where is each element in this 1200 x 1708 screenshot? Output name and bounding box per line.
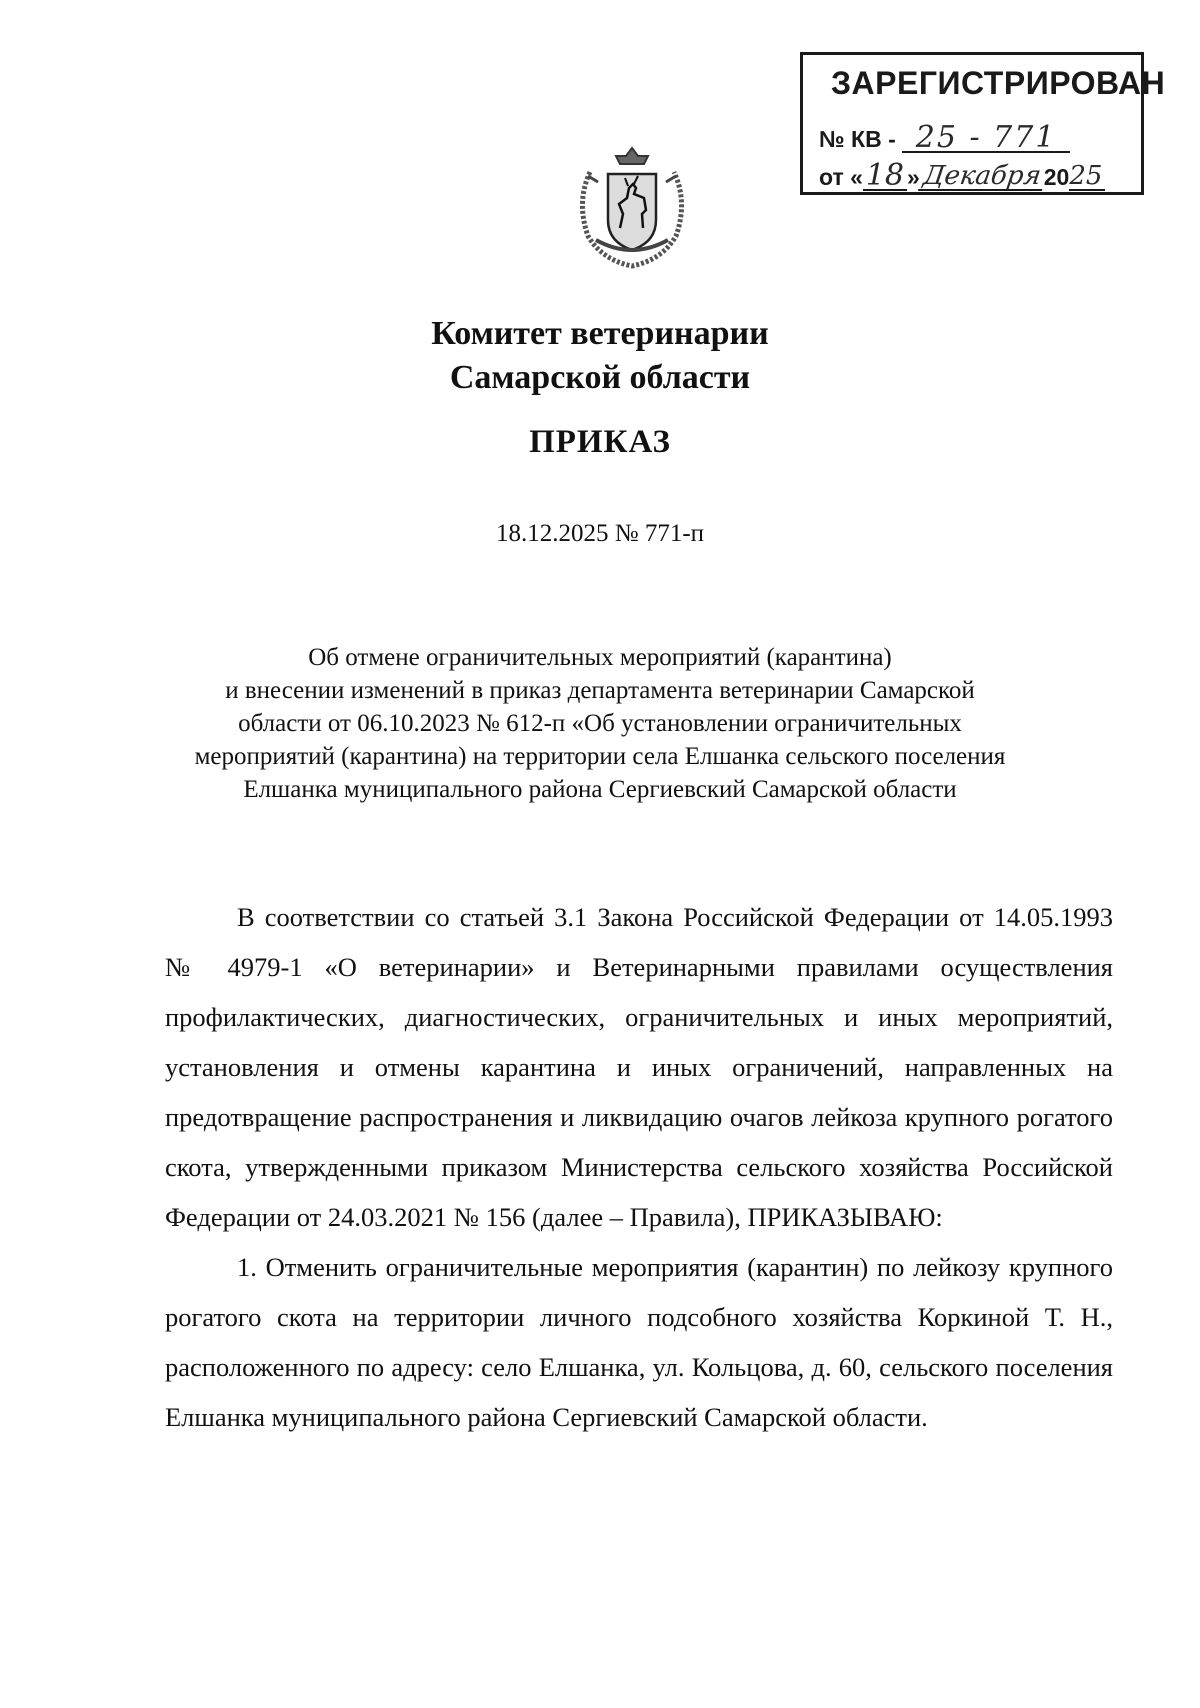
document-subject — [140, 641, 1060, 806]
subject-line-2: и внесении изменений в приказ департамента ветеринарии Самарской — [225, 677, 975, 704]
coat-of-arms-icon — [568, 142, 696, 270]
stamp-number-row — [819, 120, 1070, 155]
organization-line-1: Комитет ветеринарии — [431, 315, 769, 352]
organization-name — [140, 312, 1060, 400]
registration-stamp — [800, 52, 1166, 195]
organization-line-2: Самарской области — [449, 359, 751, 396]
stamp-date-year-prefix: 20 — [1043, 164, 1070, 190]
stamp-number-handwritten: 25 - 771 — [902, 125, 1070, 153]
stamp-date-prefix: от « — [819, 164, 863, 190]
subject-line-5: Елшанка муниципального района Сергиевский Самарской области — [243, 776, 957, 803]
subject-line-4: мероприятий (карантина) на территории села Елшанка сельского поселения — [194, 743, 1006, 770]
document-body — [165, 892, 1113, 1442]
stamp-number-prefix: № КВ - — [819, 126, 896, 152]
stamp-date-row — [819, 158, 1105, 193]
document-type: ПРИКАЗ — [529, 424, 671, 460]
stamp-date-day: 18 — [863, 163, 907, 191]
stamp-date-mid: » — [906, 164, 920, 190]
stamp-date-month: Декабря — [918, 163, 1046, 191]
document-number-date: 18.12.2025 № 771-п — [495, 520, 705, 547]
body-paragraph-preamble: В соответствии со статьей 3.1 Закона Российской Федерации от 14.05.1993 № 4979-1 «О ветеринарии» и Ветеринарными правилами осуществления профилактических, диагностических, ограничительных и иных мероприятий, установления и отмены карантина и иных ограничений, направленных на предотвращение распространения и ликвидацию очагов лейкоза крупного рогатого скота, утвержденными приказом Министерства сельского хозяйства Российской Федерации от 24.03.2021 № 156 (далее – Правила), ПРИКАЗЫВАЮ: — [165, 902, 1113, 1232]
stamp-title: ЗАРЕГИСТРИРОВАН — [831, 65, 1166, 101]
body-paragraph-item-1: 1. Отменить ограничительные мероприятия (карантин) по лейкозу крупного рогатого скота на территории личного подсобного хозяйства Коркиной Т. Н., расположенного по адресу: село Елшанка, ул. Кольцова, д. 60, сельского поселения Елшанка муниципального района Сергиевский Самарской области. — [165, 1252, 1113, 1432]
subject-line-3: области от 06.10.2023 № 612-п «Об установлении ограничительных — [238, 710, 962, 737]
subject-line-1: Об отмене ограничительных мероприятий (карантина) — [308, 644, 892, 671]
stamp-date-year-suffix: 25 — [1069, 163, 1105, 191]
